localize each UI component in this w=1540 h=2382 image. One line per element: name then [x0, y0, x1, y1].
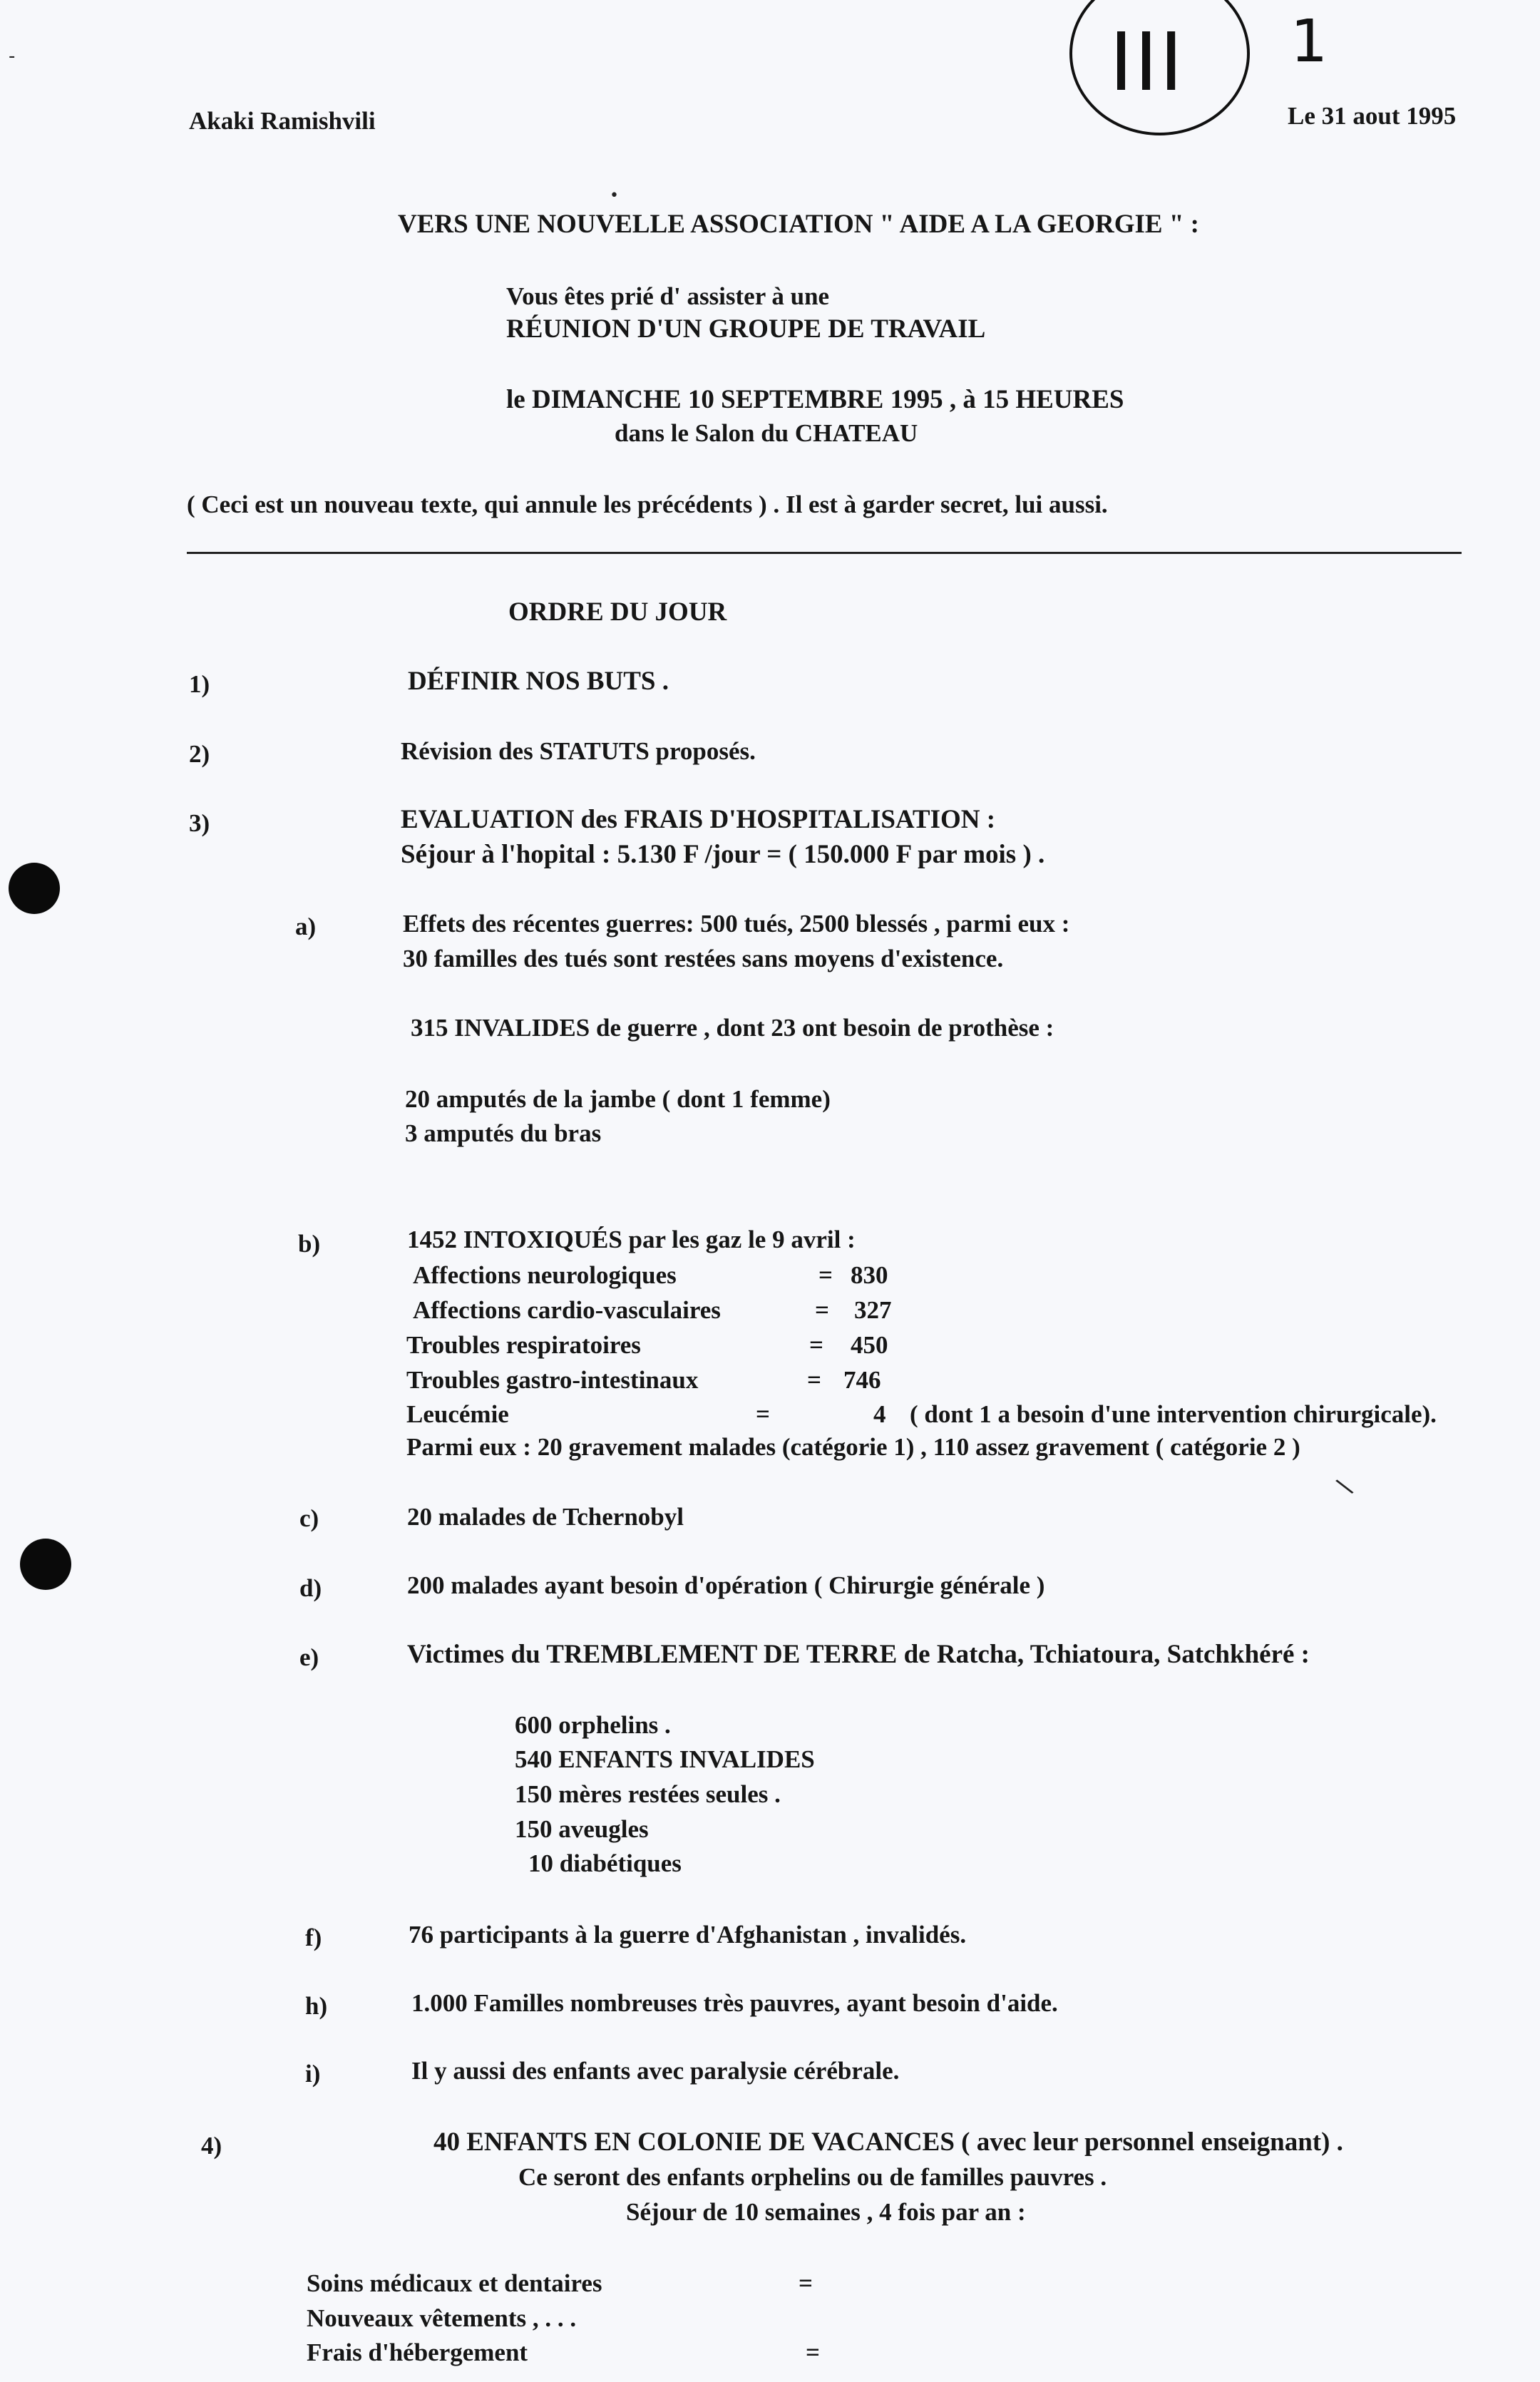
b-row-eq: = — [807, 1366, 821, 1394]
sub-label: i) — [305, 2060, 321, 2088]
divider — [187, 552, 1462, 554]
b-row-label: Leucémie — [406, 1400, 509, 1428]
sub-label: f) — [305, 1924, 322, 1951]
stamp-numeral: III — [1109, 16, 1185, 109]
sub-label: h) — [305, 1992, 328, 2020]
cost-label: Nouveaux vêtements , . . . — [307, 2304, 577, 2332]
b-row-label: Affections neurologiques — [413, 1261, 677, 1289]
b-row-label: Troubles gastro-intestinaux — [406, 1366, 699, 1394]
b-row-value: 746 — [843, 1366, 881, 1394]
b-row-eq: = — [756, 1400, 770, 1428]
b-row-value: 327 — [854, 1296, 892, 1324]
e-list-item: 540 ENFANTS INVALIDES — [515, 1745, 815, 1773]
a-line: 3 amputés du bras — [405, 1119, 602, 1147]
a-line: 315 INVALIDES de guerre , dont 23 ont besoin de prothèse : — [411, 1014, 1054, 1042]
page-title: VERS UNE NOUVELLE ASSOCIATION " AIDE A LA GEORGIE " : — [398, 210, 1199, 239]
b-row-label: Affections cardio-vasculaires — [413, 1296, 721, 1324]
cost-eq: = — [799, 2269, 813, 2297]
a-line: 30 familles des tués sont restées sans moyens d'existence. — [403, 945, 1004, 972]
item-text: Révision des STATUTS proposés. — [401, 737, 756, 765]
punch-hole — [20, 1539, 71, 1590]
date: Le 31 aout 1995 — [1288, 102, 1457, 130]
meeting-datetime: le DIMANCHE 10 SEPTEMBRE 1995 , à 15 HEURES — [506, 385, 1124, 414]
scan-tick: \ — [1333, 1472, 1356, 1501]
b-summary: Parmi eux : 20 gravement malades (catégorie 1) , 110 assez gravement ( catégorie 2 ) — [406, 1433, 1300, 1461]
cost-label: Frais d'hébergement — [307, 2339, 528, 2366]
punch-hole — [9, 863, 60, 914]
c-text: 20 malades de Tchernobyl — [407, 1503, 684, 1531]
item-number: 1) — [189, 670, 210, 698]
confidential-note: ( Ceci est un nouveau texte, qui annule les précédents ) . Il est à garder secret, lui aussi. — [187, 491, 1108, 518]
item-number: 3) — [189, 809, 210, 837]
cost-eq: = — [806, 2339, 820, 2366]
sub-label: b) — [298, 1230, 321, 1258]
e-list-item: 600 orphelins . — [515, 1711, 671, 1739]
sub-label: a) — [295, 913, 317, 940]
scan-dot: • — [610, 187, 619, 205]
item-text: 40 ENFANTS EN COLONIE DE VACANCES ( avec leur personnel enseignant) . — [433, 2127, 1343, 2157]
e-list-item: 150 mères restées seules . — [515, 1780, 781, 1808]
b-row-eq: = — [818, 1261, 833, 1289]
invitation-line: Vous êtes prié d' assister à une — [506, 282, 830, 310]
a-line: 20 amputés de la jambe ( dont 1 femme) — [405, 1085, 831, 1113]
item-subtext: Séjour de 10 semaines , 4 fois par an : — [626, 2198, 1026, 2226]
author: Akaki Ramishvili — [189, 107, 376, 135]
b-row-eq: = — [809, 1331, 823, 1359]
cost-label: Soins médicaux et dentaires — [307, 2269, 602, 2297]
d-text: 200 malades ayant besoin d'opération ( Chirurgie générale ) — [407, 1571, 1045, 1599]
h-text: 1.000 Familles nombreuses très pauvres, ayant besoin d'aide. — [411, 1989, 1058, 2017]
b-row-value: 4 — [873, 1400, 886, 1428]
f-text: 76 participants à la guerre d'Afghanistan , invalidés. — [409, 1921, 967, 1949]
a-line: Effets des récentes guerres: 500 tués, 2500 blessés , parmi eux : — [403, 910, 1070, 938]
b-row-extra: ( dont 1 a besoin d'une intervention chirurgicale). — [910, 1400, 1437, 1428]
b-row-value: 830 — [851, 1261, 888, 1289]
i-text: Il y aussi des enfants avec paralysie cérébrale. — [411, 2057, 900, 2085]
agenda-heading: ORDRE DU JOUR — [508, 597, 727, 627]
item-number: 4) — [201, 2132, 222, 2160]
page-number: 1 — [1290, 8, 1328, 76]
e-list-item: 10 diabétiques — [528, 1849, 682, 1877]
sub-label: e) — [299, 1643, 319, 1671]
item-number: 2) — [189, 740, 210, 768]
sub-label: c) — [299, 1504, 319, 1532]
b-row-eq: = — [815, 1296, 829, 1324]
item-subtext: Séjour à l'hopital : 5.130 F /jour = ( 150.000 F par mois ) . — [401, 840, 1045, 869]
scan-dot: - — [9, 46, 16, 67]
item-text: EVALUATION des FRAIS D'HOSPITALISATION : — [401, 805, 996, 834]
e-text: Victimes du TREMBLEMENT DE TERRE de Ratcha, Tchiatoura, Satchkhéré : — [407, 1640, 1310, 1669]
meeting-location: dans le Salon du CHATEAU — [615, 419, 918, 447]
b-line: 1452 INTOXIQUÉS par les gaz le 9 avril : — [407, 1226, 856, 1253]
e-list-item: 150 aveugles — [515, 1815, 649, 1843]
item-text: DÉFINIR NOS BUTS . — [408, 667, 669, 696]
b-row-label: Troubles respiratoires — [406, 1331, 641, 1359]
item-subtext: Ce seront des enfants orphelins ou de familles pauvres . — [518, 2163, 1107, 2191]
sub-label: d) — [299, 1574, 322, 1602]
meeting-title: RÉUNION D'UN GROUPE DE TRAVAIL — [506, 314, 986, 344]
b-row-value: 450 — [851, 1331, 888, 1359]
